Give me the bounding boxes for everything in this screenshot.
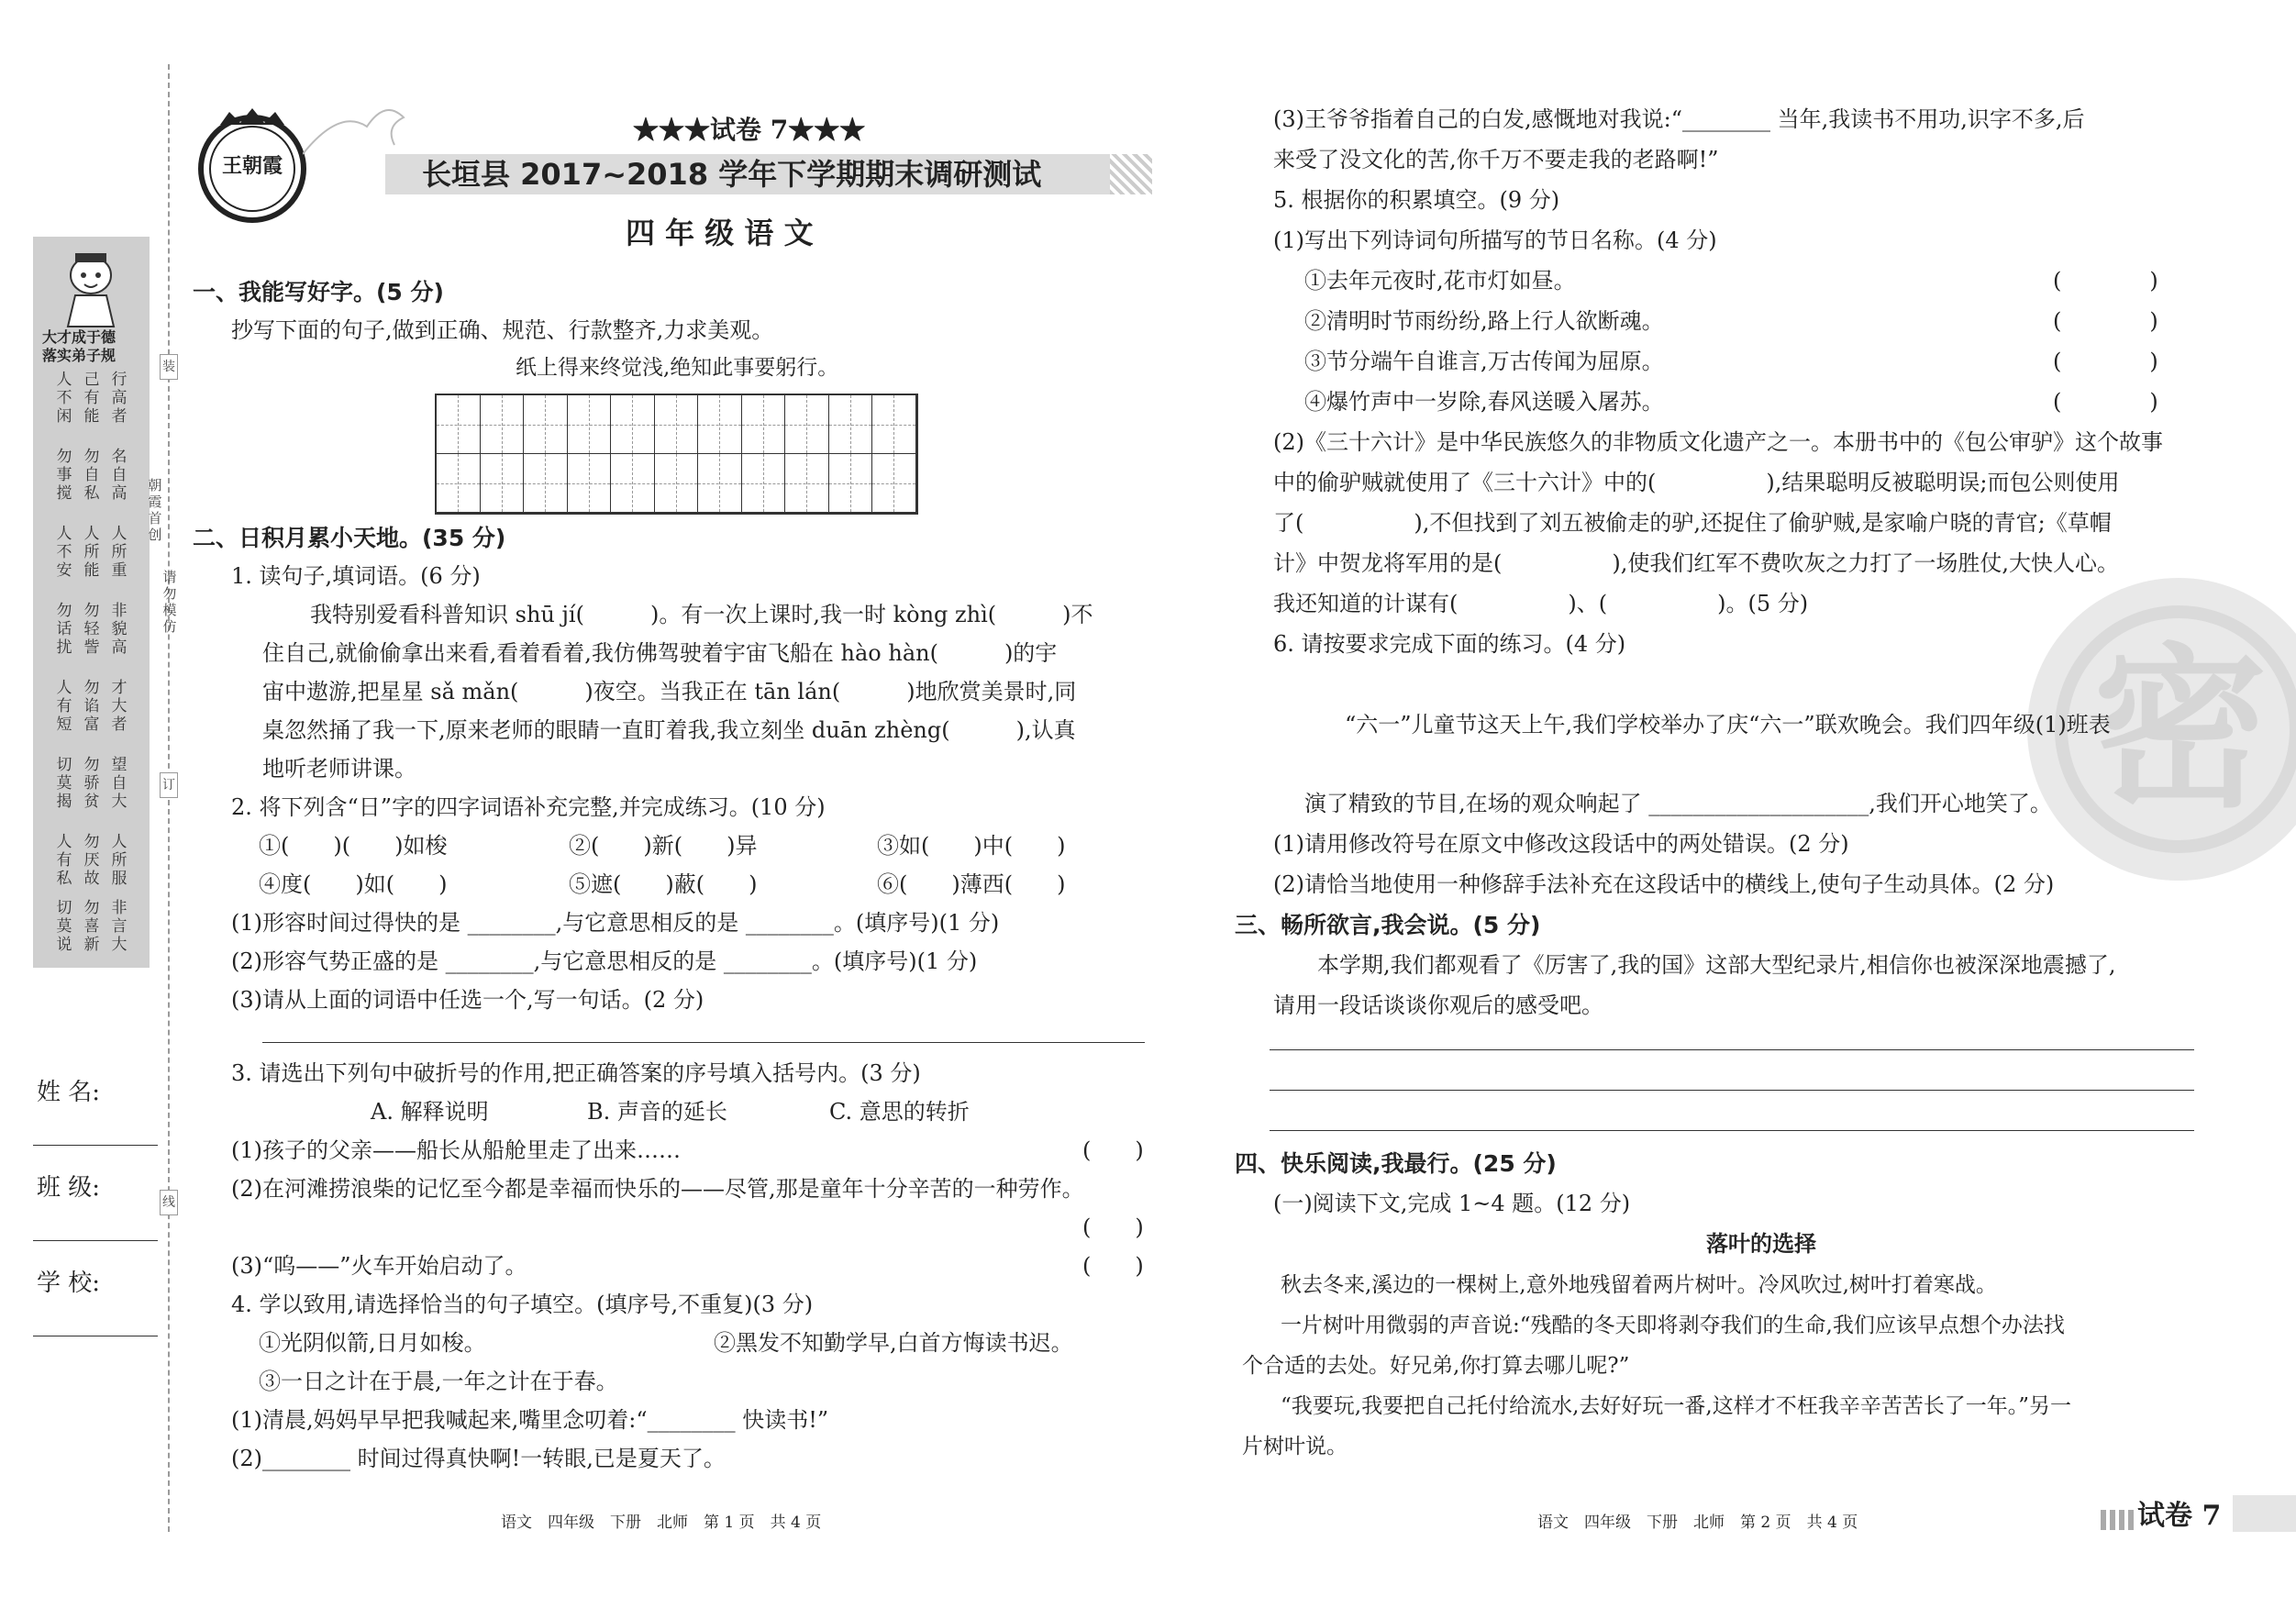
q4-sub: (1)清晨,妈妈早早把我喊起来,嘴里念叨着:“________ 快读书!” [231,1407,829,1433]
q2-sub: (2)形容气势正盛的是 ________,与它意思相反的是 ________。(填序号)(1 分) [231,948,978,974]
q5-2-line: 我还知道的计谋有( )、( )。(5 分) [1273,591,1809,616]
q5-title: 5. 根据你的积累填空。(9 分) [1273,187,1560,213]
answer-line[interactable] [1270,1049,2194,1050]
s4-sub: (一)阅读下文,完成 1~4 题。(12 分) [1273,1191,1631,1216]
answer-line[interactable] [1270,1090,2194,1091]
motto-col: 人不闲 [56,371,72,426]
exam-title: 长垣县 2017~2018 学年下学期期末调研测试 [422,157,1042,192]
motto-col: 己有能 [83,371,100,426]
answer-paren[interactable]: ( ) [1082,1137,1144,1163]
answer-paren[interactable]: ( ) [2053,349,2158,374]
q4-title: 4. 学以致用,请选择恰当的句子填空。(填序号,不重复)(3 分) [231,1292,814,1317]
motto-col: 切莫揭 [56,756,72,811]
q1-title: 1. 读句子,填词语。(6 分) [231,563,481,589]
corner-shade [2233,1495,2296,1532]
idiom-item: ①( )( )如梭 [259,833,448,859]
s3-prompt: 本学期,我们都观看了《厉害了,我的国》这部大型纪录片,相信你也被深深地震撼了, [1317,952,2116,978]
copyright-note: 请勿模仿 [162,569,177,635]
corner-dots [2101,1510,2134,1530]
motto-col: 勿骄贫 [83,756,100,811]
motto-col: 非貌高 [111,602,128,657]
poem-line: ③节分端午自谁言,万古传闻为屈原。 [1304,349,1664,374]
writing-grid[interactable] [435,394,918,515]
q4-3-line: (3)王爷爷指着自己的白发,感慨地对我说:“________ 当年,我读书不用功,识字不多,后 [1273,106,2085,132]
q1-line: 桌忽然捅了我一下,原来老师的眼睛一直盯着我,我立刻坐 duān zhèng( ),认真 [262,717,1076,743]
story-line: 秋去冬来,溪边的一棵树上,意外地残留着两片树叶。冷风吹过,树叶打着寒战。 [1281,1273,1997,1297]
answer-paren[interactable]: ( ) [2053,268,2158,294]
brand-logo [193,106,312,226]
motto-col: 名自高 [111,448,128,503]
motto-col: 人所能 [83,525,100,580]
q6-title: 6. 请按要求完成下面的练习。(4 分) [1273,631,1626,657]
q1-line: 我特别爱看科普知识 shū jí( )。有一次上课时,我一时 kòng zhì( )不 [310,602,1093,627]
story-line: 一片树叶用微弱的声音说:“残酷的冬天即将剥夺我们的生命,我们应该早点想个办法找 [1281,1314,2065,1337]
motto-col: 人所重 [111,525,128,580]
paper-series: ★★★试卷 7★★★ [633,115,866,145]
q4-sub: (2)________ 时间过得真快啊!一转眼,已是夏天了。 [231,1446,726,1471]
q4-option: ①光阴似箭,日月如梭。 [259,1330,486,1356]
copy-sentence: 纸上得来终觉浅,绝知此事要躬行。 [516,356,839,380]
q5-2-line: 计》中贺龙将军用的是( ),使我们红军不费吹灰之力打了一场胜仗,大快人心。 [1273,550,2119,576]
q6-sub: (2)请恰当地使用一种修辞手法补充在这段话中的横线上,使句子生动具体。(2 分) [1273,871,2055,897]
q3-item: (1)孩子的父亲——船长从船舱里走了出来…… [231,1137,681,1163]
idiom-item: ②( )新( )异 [569,833,758,859]
name-label: 姓 名: [37,1079,101,1106]
story-line: 片树叶说。 [1242,1435,1348,1458]
idiom-item: ③如( )中( ) [877,833,1066,859]
s1-instructions: 抄写下面的句子,做到正确、规范、行款整齐,力求美观。 [231,317,774,343]
q5-2-line: 了( ),不但找到了刘五被偷走的驴,还捉住了偷驴贼,是家喻户晓的青官;《草帽 [1273,510,2112,536]
q3-item: (2)在河滩捞浪柴的记忆至今都是幸福而快乐的——尽管,那是童年十分辛苦的一种劳作。 [231,1176,1084,1202]
story-line: 个合适的去处。好兄弟,你打算去哪儿呢?” [1242,1354,1630,1378]
q6-passage: 演了精致的节目,在场的观众响起了 ____________________,我们开心地笑了。 [1304,791,2052,816]
fold-mark: 装 [160,354,178,380]
section-4-title: 四、快乐阅读,我最行。(25 分) [1235,1150,1557,1177]
motto-top-2: 落实弟子规 [42,347,116,364]
idiom-item: ⑤遮( )蔽( ) [569,871,758,897]
binding-dash-line [168,64,170,1532]
poem-line: ②清明时节雨纷纷,路上行人欲断魂。 [1304,308,1664,334]
motto-col: 勿话扰 [56,602,72,657]
motto-col: 人有短 [56,679,72,734]
q2-sub: (3)请从上面的词语中任选一个,写一句话。(2 分) [231,987,704,1013]
section-3-title: 三、畅所欲言,我会说。(5 分) [1235,912,1541,938]
poem-line: ④爆竹声中一岁除,春风送暖入屠苏。 [1304,389,1664,415]
page-footer: 语文 四年级 下册 北师 第 2 页 共 4 页 [1537,1514,1858,1532]
fold-mark: 线 [160,1190,178,1215]
q2-sub: (1)形容时间过得快的是 ________,与它意思相反的是 ________。(填序号)(1 分) [231,910,1000,936]
answer-paren[interactable]: ( ) [2053,308,2158,334]
idiom-item: ⑥( )薄西( ) [877,871,1066,897]
answer-paren[interactable]: ( ) [1082,1214,1144,1240]
q6-sub: (1)请用修改符号在原文中修改这段话中的两处错误。(2 分) [1273,831,1849,857]
q2-title: 2. 将下列含“日”字的四字词语补充完整,并完成练习。(10 分) [231,794,826,820]
copyright-note: 朝霞首创 [148,477,162,543]
q3-option: A. 解释说明 [371,1099,489,1125]
motto-col: 勿厌故 [83,833,100,888]
motto-col: 勿事搅 [56,448,72,503]
motto-col: 非言大 [111,899,128,954]
seal-char: 密 [2093,627,2268,831]
answer-paren[interactable]: ( ) [2053,389,2158,415]
class-field-line[interactable] [33,1240,158,1241]
idiom-item: ④度( )如( ) [259,871,448,897]
story-title: 落叶的选择 [1706,1231,1816,1257]
motto-col: 人有私 [56,833,72,888]
q3-title: 3. 请选出下列句中破折号的作用,把正确答案的序号填入括号内。(3 分) [231,1060,921,1086]
q3-item: (3)“呜——”火车开始启动了。 [231,1253,527,1279]
q6-passage: “六一”儿童节这天上午,我们学校举办了庆“六一”联欢晚会。我们四年级(1)班表 [1345,712,2111,738]
motto-col: 勿喜新 [83,899,100,954]
section-2-title: 二、日积月累小天地。(35 分) [193,525,506,551]
q1-line: 宙中遨游,把星星 sǎ mǎn( )夜空。当我正在 tān lán( )地欣赏美景时,同 [262,679,1077,704]
answer-paren[interactable]: ( ) [1082,1253,1144,1279]
motto-col: 勿轻訾 [83,602,100,657]
page-footer: 语文 四年级 下册 北师 第 1 页 共 4 页 [501,1514,822,1532]
answer-line[interactable] [1270,1130,2194,1131]
name-field-line[interactable] [33,1145,158,1146]
story-line: “我要玩,我要把自己托付给流水,去好好玩一番,这样才不枉我辛辛苦苦长了一年。”另一 [1281,1394,2071,1418]
q5-sub: (1)写出下列诗词句所描写的节日名称。(4 分) [1273,227,1717,253]
scholar-figure-icon [50,246,132,328]
class-label: 班 级: [37,1174,101,1202]
motto-col: 勿自私 [83,448,100,503]
banner-dots [1110,154,1152,194]
motto-col: 行高者 [111,371,128,426]
answer-line[interactable] [262,1042,1145,1043]
q5-2-line: 中的偷驴贼就使用了《三十六计》中的( ),结果聪明反被聪明误;而包公则使用 [1273,470,2120,495]
motto-col: 勿谄富 [83,679,100,734]
motto-col: 人所服 [111,833,128,888]
school-label: 学 校: [37,1270,101,1297]
motto-col: 切莫说 [56,899,72,954]
logo-text: 王朝霞 [222,154,283,178]
q3-option: B. 声音的延长 [587,1099,727,1125]
subject-title: 四 年 级 语 文 [626,216,814,250]
motto-top-1: 大才成于德 [42,328,116,346]
motto-col: 望自大 [111,756,128,811]
motto-col: 才大者 [111,679,128,734]
motto-col: 人不安 [56,525,72,580]
q4-option: ②黑发不知勤学早,白首方悔读书迟。 [714,1330,1073,1356]
q1-line: 地听老师讲课。 [262,756,416,782]
q1-line: 住自己,就偷偷拿出来看,看着看着,我仿佛驾驶着宇宙飞船在 hào hàn( )的宇 [262,640,1058,666]
fold-mark: 订 [160,772,178,798]
q4-3-line: 来受了没文化的苦,你千万不要走我的老路啊!” [1273,147,1719,172]
s3-prompt: 请用一段话谈谈你观后的感受吧。 [1273,993,1603,1018]
q4-option: ③一日之计在于晨,一年之计在于春。 [259,1369,618,1394]
poem-line: ①去年元夜时,花市灯如昼。 [1304,268,1576,294]
q5-2-line: (2)《三十六计》是中华民族悠久的非物质文化遗产之一。本册书中的《包公审驴》这个故事 [1273,429,2163,455]
q3-option: C. 意思的转折 [829,1099,970,1125]
section-1-title: 一、我能写好字。(5 分) [193,279,444,305]
corner-paper-label: 试卷 7 [2137,1500,2222,1532]
